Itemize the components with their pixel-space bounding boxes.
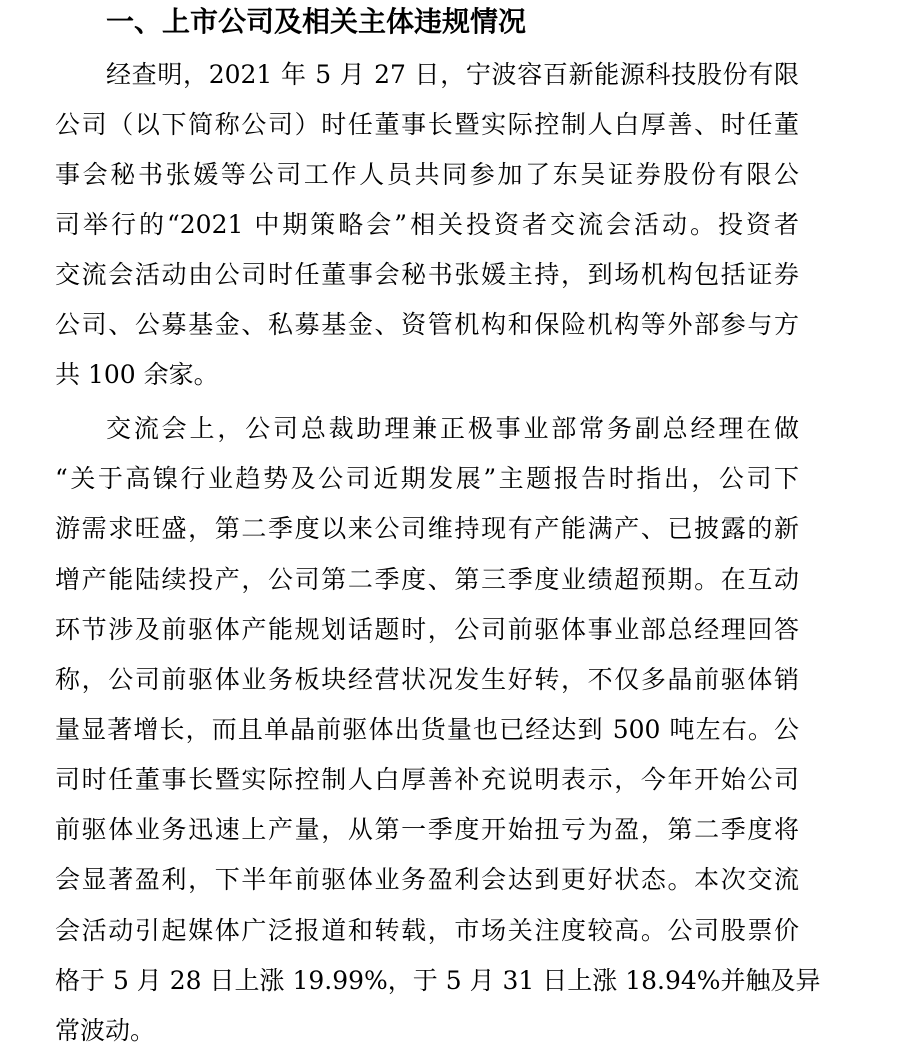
paragraph-line: “关于高镍行业趋势及公司近期发展”主题报告时指出，公司下	[55, 464, 799, 493]
paragraph-line: 经查明，2021 年 5 月 27 日，宁波容百新能源科技股份有限	[106, 60, 799, 89]
paragraph-line: 格于 5 月 28 日上涨 19.99%，于 5 月 31 日上涨 18.94%并触及异	[55, 966, 821, 995]
paragraph-line: 交流会上，公司总裁助理兼正极事业部常务副总经理在做	[106, 414, 799, 443]
paragraph-line: 常波动。	[55, 1016, 156, 1045]
paragraph-line: 司时任董事长暨实际控制人白厚善补充说明表示，今年开始公司	[55, 765, 799, 794]
paragraph-line: 司举行的“2021 中期策略会”相关投资者交流会活动。投资者	[55, 210, 799, 239]
paragraph-line: 量显著增长，而且单晶前驱体出货量也已经达到 500 吨左右。公	[55, 715, 799, 744]
paragraph-line: 事会秘书张媛等公司工作人员共同参加了东吴证券股份有限公	[55, 160, 799, 189]
paragraph-line: 公司、公募基金、私募基金、资管机构和保险机构等外部参与方	[55, 310, 799, 339]
paragraph-line: 前驱体业务迅速上产量，从第一季度开始扭亏为盈，第二季度将	[55, 815, 799, 844]
paragraph-line: 共 100 余家。	[55, 360, 219, 389]
paragraph-line: 会显著盈利，下半年前驱体业务盈利会达到更好状态。本次交流	[55, 865, 799, 894]
paragraph-line: 游需求旺盛，第二季度以来公司维持现有产能满产、已披露的新	[55, 514, 799, 543]
paragraph-line: 交流会活动由公司时任董事会秘书张媛主持，到场机构包括证券	[55, 260, 799, 289]
paragraph-line: 会活动引起媒体广泛报道和转载，市场关注度较高。公司股票价	[55, 916, 799, 945]
paragraph-line: 公司（以下简称公司）时任董事长暨实际控制人白厚善、时任董	[55, 110, 799, 139]
paragraph-line: 增产能陆续投产，公司第二季度、第三季度业绩超预期。在互动	[55, 565, 799, 594]
paragraph-line: 称，公司前驱体业务板块经营状况发生好转，不仅多晶前驱体销	[55, 665, 799, 694]
paragraph-line: 环节涉及前驱体产能规划话题时，公司前驱体事业部总经理回答	[55, 615, 799, 644]
section-heading: 一、上市公司及相关主体违规情况	[106, 5, 527, 38]
